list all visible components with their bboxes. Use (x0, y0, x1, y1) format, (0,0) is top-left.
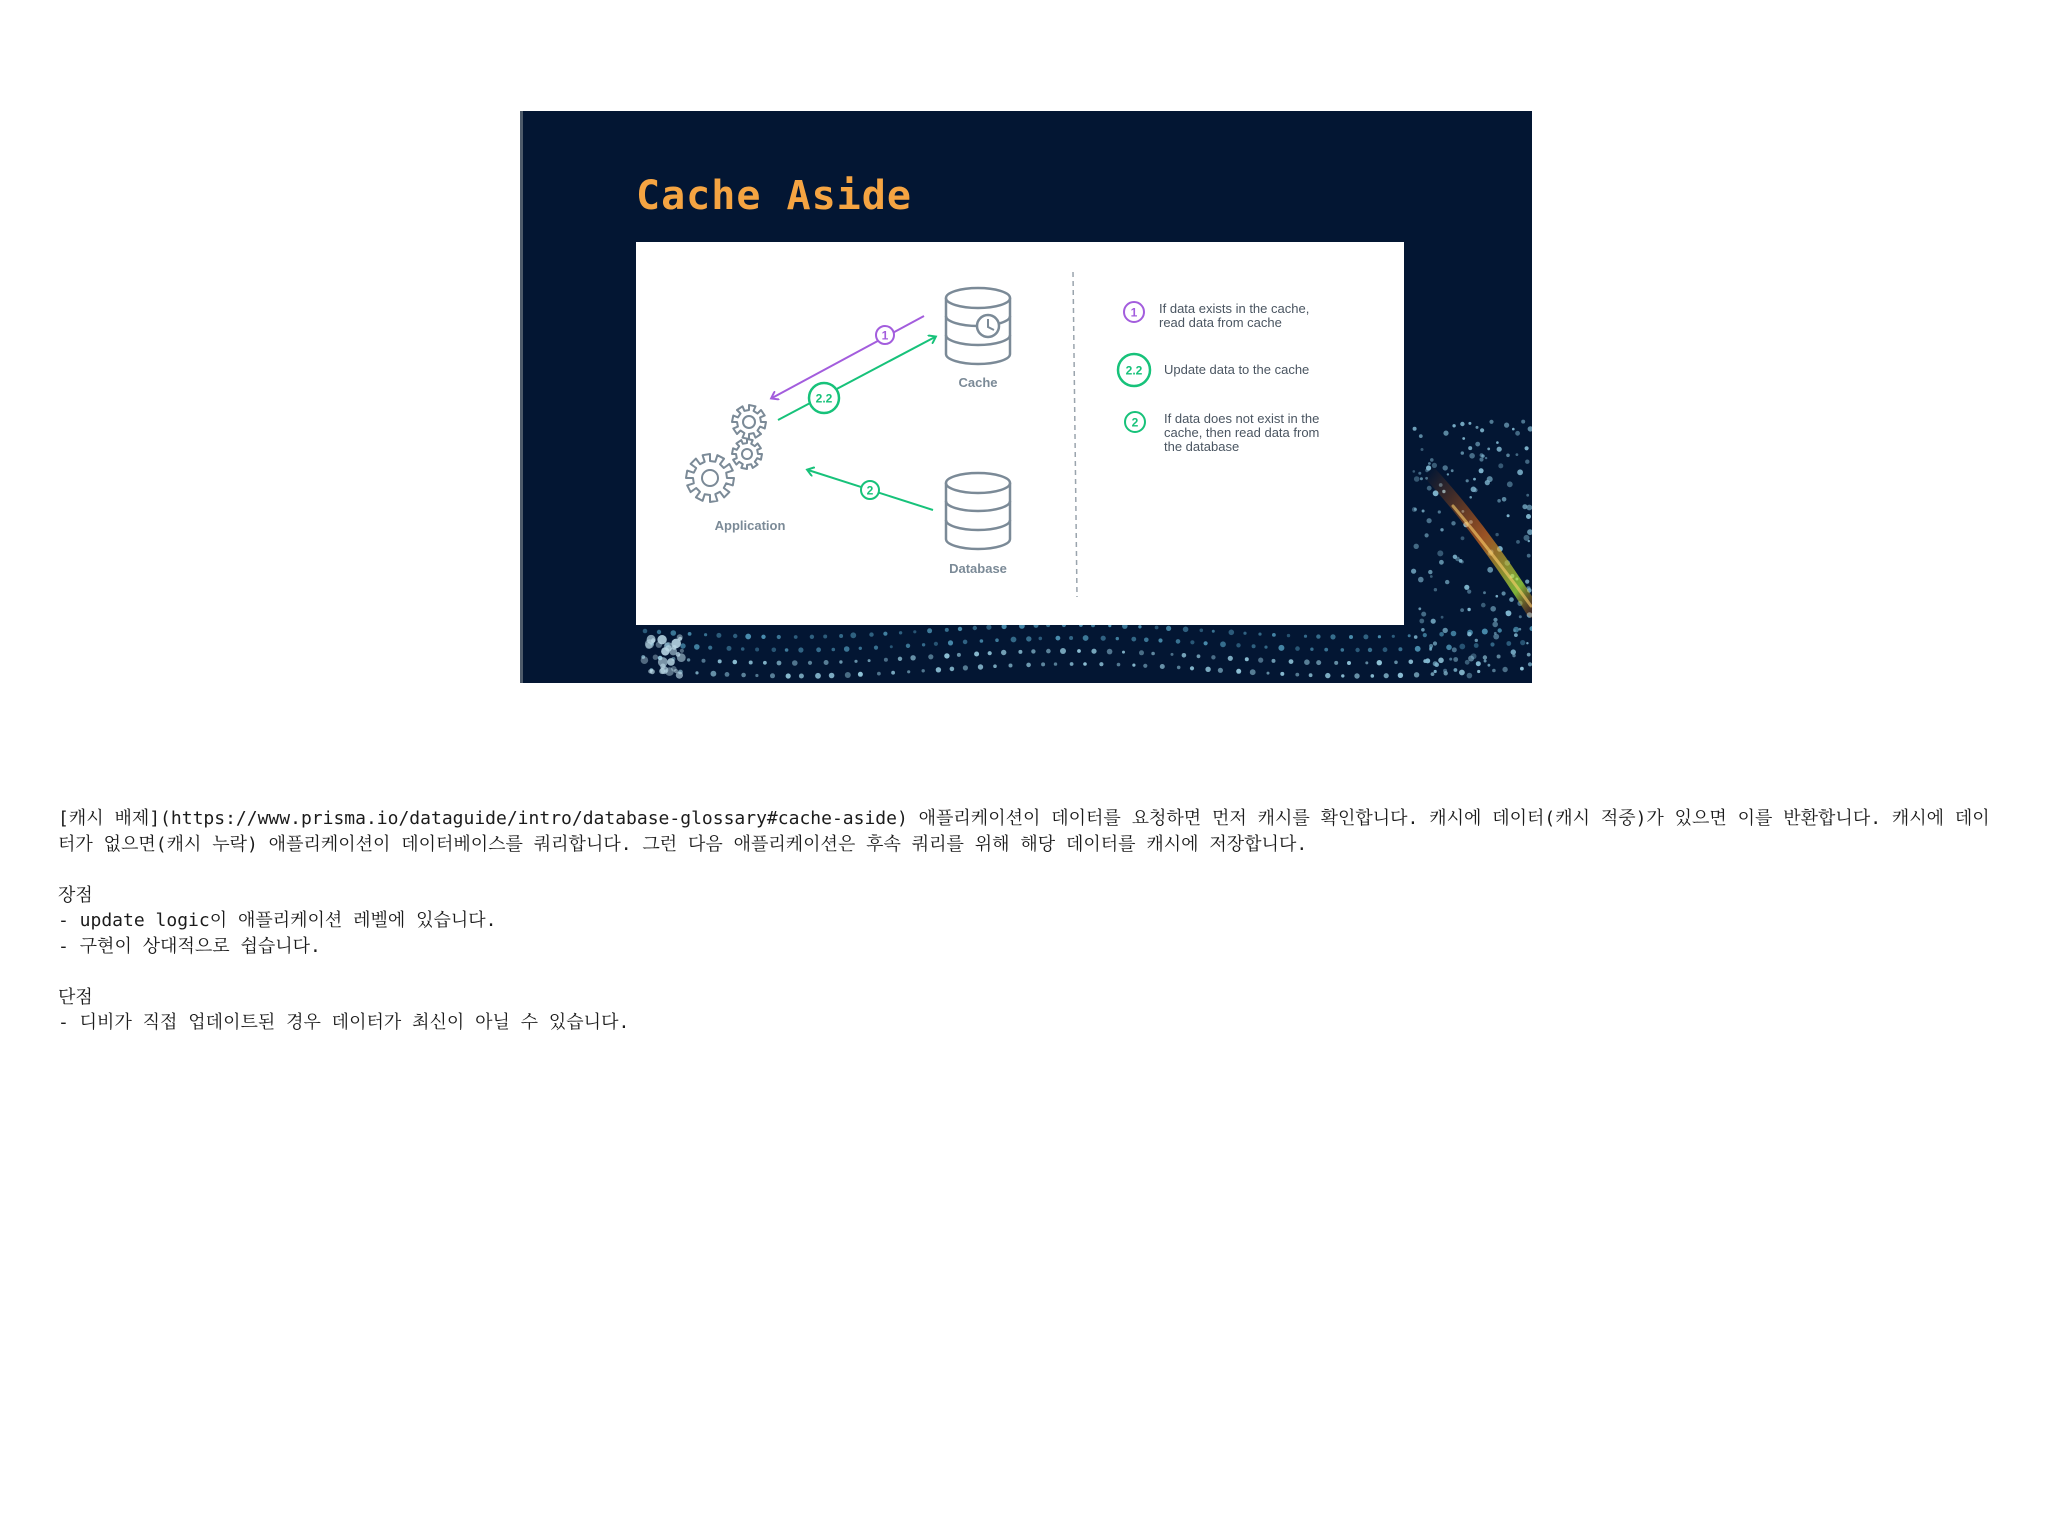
slide-title: Cache Aside (636, 173, 912, 219)
pros-item: - 구현이 상대적으로 쉽습니다. (58, 935, 321, 957)
legend-item-cache-miss (1164, 412, 1319, 454)
legend-item-update-cache (1164, 363, 1309, 377)
arrow-read-cache (772, 316, 924, 398)
database-clock-icon (946, 288, 1010, 364)
pros-title: 장점 (58, 884, 93, 906)
badge-step-2 (861, 481, 879, 499)
svg-text:2: 2 (1131, 415, 1139, 430)
cons-title: 단점 (58, 986, 93, 1008)
database-icon (946, 473, 1010, 549)
cache-aside-diagram (636, 242, 1404, 625)
dashed-divider (1073, 272, 1077, 597)
notes-intro: [캐시 배제](https://www.prisma.io/dataguide/intro/database-glossary#cache-aside) 애플리케이션이 데이터를 요청하면 먼저 캐시를 확인합니다. 캐시에 데이터(캐시 적중)가 있으면 이를 반환합니다. 캐시에 데이터가 없으면(캐시 누락) 애플리케이션이 데이터베이스를 쿼리합니다. 그런 다음 애플리케이션은 후속 쿼리를 위해 해당 데이터를 캐시에 저장합니다. (58, 808, 1990, 855)
svg-text:1: 1 (881, 328, 889, 343)
svg-text:1: 1 (1130, 305, 1138, 320)
svg-text:2: 2 (866, 483, 874, 498)
legend-text: Update data to the cache (1164, 362, 1310, 377)
slide (520, 111, 1532, 683)
database-label: Database (949, 561, 1007, 576)
svg-text:2.2: 2.2 (815, 391, 833, 406)
speaker-notes (58, 806, 1998, 1036)
badge-step-2-2 (809, 383, 839, 413)
svg-text:2.2: 2.2 (1125, 363, 1143, 378)
legend-badge-2-2 (1118, 354, 1150, 386)
pros-item: - update logic이 애플리케이션 레벨에 있습니다. (58, 910, 497, 931)
legend-badge-1 (1124, 302, 1144, 322)
legend-item-cache-hit (1159, 302, 1309, 330)
badge-step-1 (876, 326, 894, 344)
application-label: Application (714, 518, 786, 533)
arrow-update-cache (778, 337, 935, 420)
legend-text: If data exists in the cache, read data from cache (1159, 301, 1310, 330)
legend-text: If data does not exist in the cache, then read data from the database (1164, 411, 1320, 454)
legend-badge-2 (1125, 412, 1145, 432)
cons-item: - 디비가 직접 업데이트된 경우 데이터가 최신이 아닐 수 있습니다. (58, 1012, 630, 1033)
gears-icon (686, 405, 766, 502)
cache-label: Cache (958, 375, 998, 390)
